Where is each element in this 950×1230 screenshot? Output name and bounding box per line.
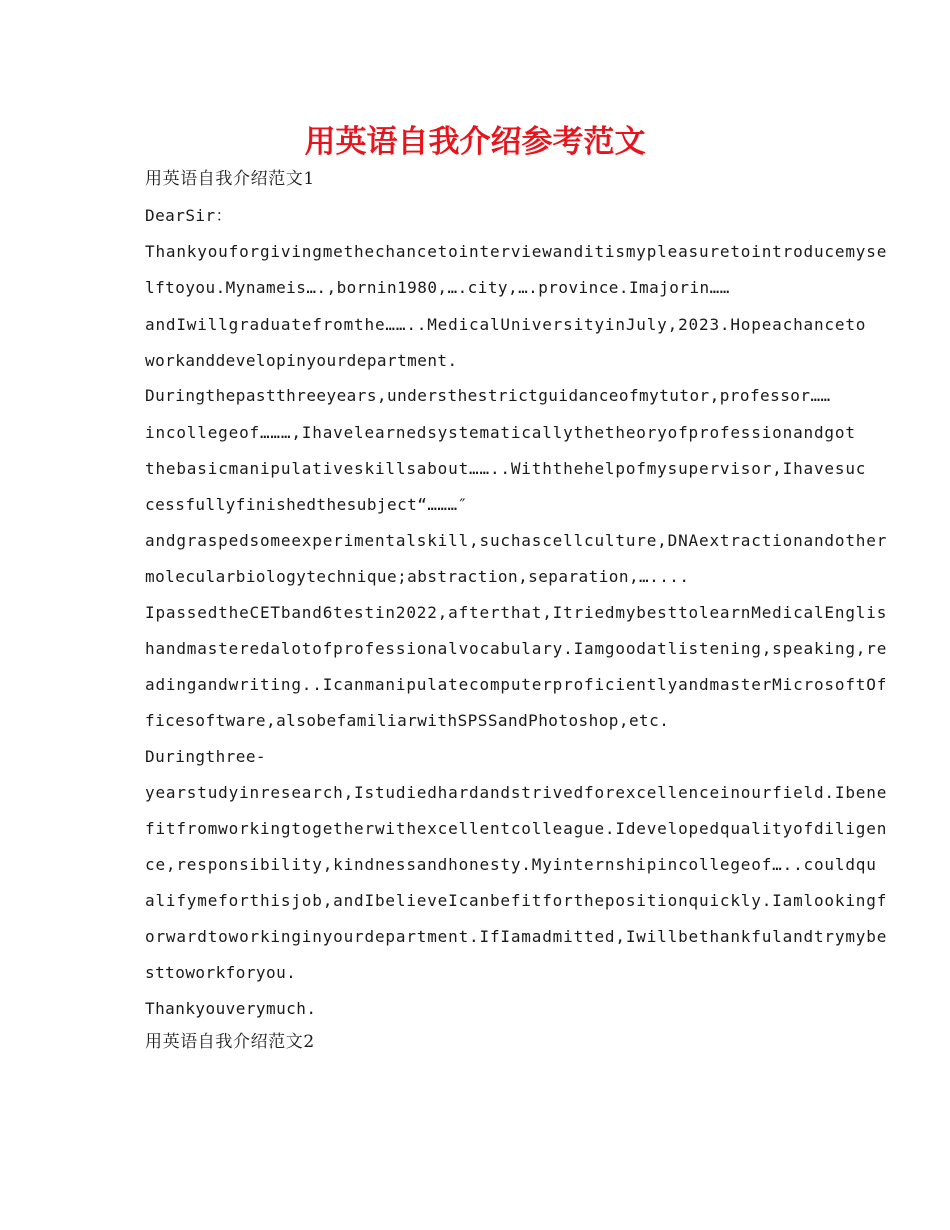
body-line: ce,responsibility,kindnessandhonesty.Myinternshipincollegeof…..couldqu [145, 855, 877, 874]
body-line: Duringthree- [145, 747, 266, 766]
section-heading-1: 用英语自我介绍范文1 [145, 169, 315, 189]
body-line: andIwillgraduatefromthe……..MedicalUniversityinJuly,2023.Hopeachanceto [145, 315, 867, 334]
body-line: yearstudyinresearch,Istudiedhardandstrivedforexcellenceinourfield.Ibene [145, 783, 888, 802]
body-line: alifymeforthisjob,andIbelieveIcanbefitforthepositionquickly.Iamlookingf [145, 891, 888, 910]
body-line: fitfromworkingtogetherwithexcellentcolleague.Idevelopedqualityofdiligen [145, 819, 888, 838]
body-line: ficesoftware,alsobefamiliarwithSPSSandPhotoshop,etc. [145, 711, 670, 730]
salutation-line: DearSir： [145, 206, 233, 225]
body-line: handmasteredalotofprofessionalvocabulary.Iamgoodatlistening,speaking,re [145, 639, 888, 658]
body-line: andgraspedsomeexperimentalskill,suchascellculture,DNAextractionandother [145, 531, 888, 550]
body-line: incollegeof………,Ihavelearnedsystematicallythetheoryofprofessionandgot [145, 423, 856, 442]
body-line: cessfullyfinishedthesubject“………″ [145, 495, 468, 514]
closing-line: Thankyouverymuch. [145, 999, 317, 1018]
document-title: 用英语自我介绍参考范文 [304, 124, 646, 160]
section-heading-2: 用英语自我介绍范文2 [145, 1032, 315, 1052]
body-line: IpassedtheCETband6testin2022,afterthat,ItriedmybesttolearnMedicalEnglis [145, 603, 888, 622]
body-line: lftoyou.Mynameis….,bornin1980,….city,….province.Imajorin…… [145, 278, 730, 297]
body-line: orwardtoworkinginyourdepartment.IfIamadmitted,Iwillbethankfulandtrymybe [145, 927, 888, 946]
body-line: workanddevelopinyourdepartment. [145, 351, 458, 370]
body-line: Duringthepastthreeyears,understhestrictguidanceofmytutor,professor…… [145, 386, 831, 405]
body-line: sttoworkforyou. [145, 963, 297, 982]
body-line: thebasicmanipulativeskillsabout……..Withthehelpofmysupervisor,Ihavesuc [145, 459, 867, 478]
body-line: molecularbiologytechnique;abstraction,separation,….... [145, 567, 690, 586]
body-line: Thankyouforgivingmethechancetointerviewanditismypleasuretointroducemyse [145, 242, 888, 261]
body-line: adingandwriting..IcanmanipulatecomputerproficientlyandmasterMicrosoftOf [145, 675, 888, 694]
